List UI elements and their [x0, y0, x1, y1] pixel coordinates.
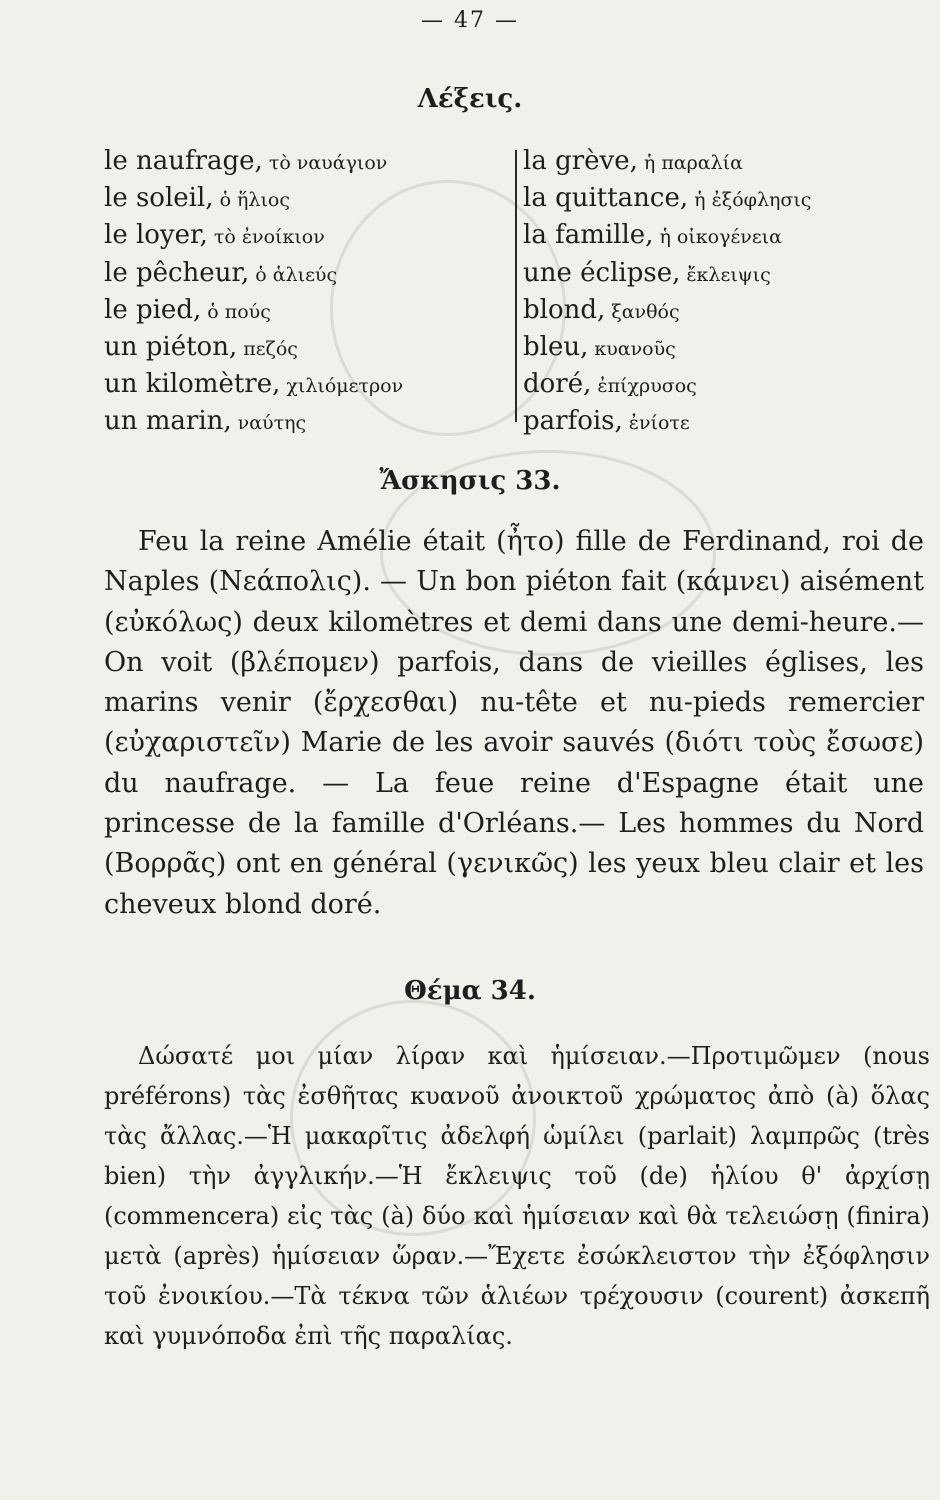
theme-paragraph: Δώσατέ μοι μίαν λίραν καὶ ἡμίσειαν.—Προτιμῶμεν (nous préférons) τὰς ἐσθῆτας κυανοῦ ἀνοικτοῦ χρώματος ἀπὸ (à) ὅλας τὰς ἄλλας.—Ἡ μακαρῖτις ἀδελφή ὡμίλει (parlait) λαμπρῶς (très bien) τὴν ἀγγλικήν.—Ἡ ἔκλειψις τοῦ (de) ἡλίου θ' ἀρχίσῃ (commencera) εἰς τὰς (à) δύο καὶ ἡμίσειαν καὶ θὰ τελειώσῃ (finira) μετὰ (après) ἡμίσειαν ὥραν.—Ἔχετε ἐσώκλειστον τὴν ἐξόφλησιν τοῦ ἐνοικίου.—Τὰ τέκνα τῶν ἁλιέων τρέχουσιν (courent) ἀσκεπῆ καὶ γυμνόποδα ἐπὶ τῆς παραλίας. [104, 1042, 930, 1350]
exercise-paragraph: Feu la reine Amélie était (ἦτο) fille de Ferdinand, roi de Naples (Νεάπολις). — Un bon piéton fait (κάμνει) aisément (εὐκόλως) deux kilomètres et demi dans une demi-heure.—On voit (βλέπομεν) parfois, dans de vieilles églises, les marins venir (ἔρχεσθαι) nu-tête et nu-pieds remercier (εὐχαριστεῖν) Marie de les avoir sauvés (διότι τοὺς ἔσωσε) du naufrage. — La feue reine d'Espagne était une princesse de la famille d'Orléans.— Les hommes du Nord (Βορρᾶς) ont en général (γενικῶς) les yeux bleu clair et les cheveux blond doré. [104, 526, 924, 920]
vocab-entry: parfois, ἐνίοτε [523, 406, 690, 437]
vocab-entry: une éclipse, ἔκλειψις [523, 257, 771, 288]
vocab-entry: le pied, ὁ πούς [104, 294, 271, 325]
vocab-column-right [523, 144, 923, 442]
vocab-entry: la famille, ἡ οἰκογένεια [523, 220, 782, 251]
vocab-entry: un marin, ναύτης [104, 406, 307, 437]
vocab-entry: la grève, ἡ παραλία [523, 146, 743, 176]
vocab-column-left [104, 144, 504, 442]
vocab-entry: un kilomètre, χιλιόμετρον [104, 369, 404, 400]
vocab-entry: blond, ξανθός [523, 294, 680, 325]
theme-heading: Θέμα 34. [404, 976, 536, 1006]
vocab-entry: un piéton, πεζός [104, 332, 298, 363]
vocab-entry: le pêcheur, ὁ ἁλιεύς [104, 257, 338, 288]
vocab-entry: le naufrage, τὸ ναυάγιον [104, 146, 388, 176]
vocab-entry: bleu, κυανοῦς [523, 332, 676, 363]
page-number: — 47 — [421, 8, 519, 33]
vocab-heading: Λέξεις. [417, 84, 523, 114]
vocab-entry: la quittance, ἡ ἐξόφλησις [523, 183, 812, 214]
column-divider [515, 150, 517, 422]
vocab-entry: le loyer, τὸ ἐνοίκιον [104, 220, 325, 251]
vocab-entry: doré, ἐπίχρυσος [523, 369, 697, 400]
vocab-entry: le soleil, ὁ ἥλιος [104, 183, 290, 214]
vocabulary-list [104, 144, 924, 437]
exercise-33-text [104, 522, 924, 925]
exercise-heading: Ἄσκησις 33. [379, 466, 561, 496]
theme-34-text [104, 1036, 930, 1356]
